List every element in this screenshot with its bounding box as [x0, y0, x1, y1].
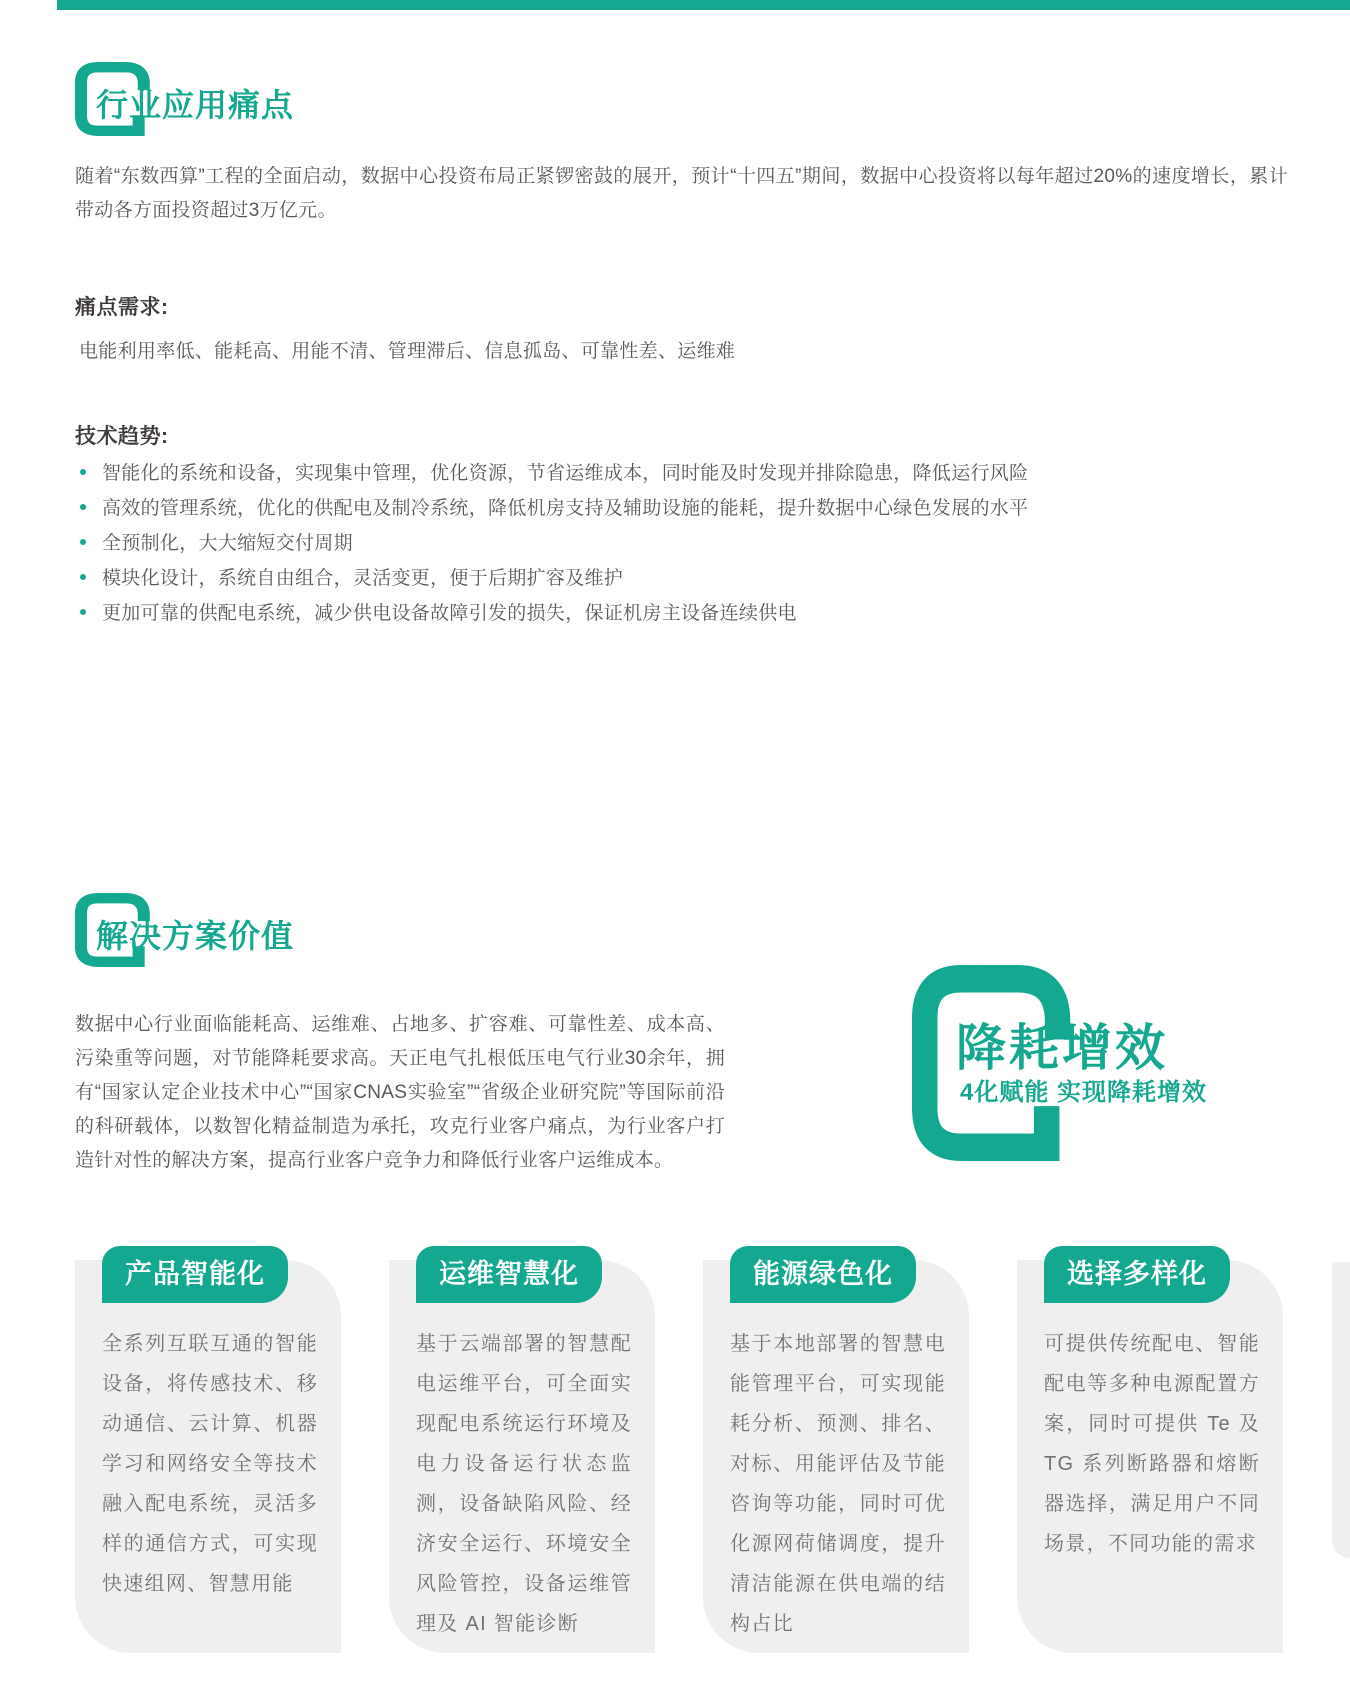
- solution-value-paragraph: 数据中心行业面临能耗高、运维难、占地多、扩容难、可靠性差、成本高、污染重等问题，对节能降耗要求高。天正电气扎根低压电气行业30余年，拥有“国家认定企业技术中心”“国家CNAS实验室”“省级企业研究院”等国际前沿的科研载体，以数智化精益制造为承托，攻克行业客户痛点，为行业客户打造针对性的解决方案，提高行业客户竞争力和降低行业客户运维成本。: [75, 1014, 725, 1171]
- feature-card-smart-operation: [389, 1260, 655, 1653]
- pain-intro-paragraph: 随着“东数西算”工程的全面启动，数据中心投资布局正紧锣密鼓的展开，预计“十四五”期间，数据中心投资将以每年超过20%的速度增长，累计带动各方面投资超过3万亿元。: [75, 166, 1288, 221]
- feature-slogan-subtitle: 4化赋能 实现降耗增效: [960, 1079, 1208, 1106]
- card-body-text: 基于本地部署的智慧电能管理平台，可实现能耗分析、预测、排名、对标、用能评估及节能咨询等功能，同时可优化源网荷储调度，提升清洁能源在供电端的结构占比: [730, 1333, 946, 1635]
- feature-card-product-intelligence: [75, 1260, 341, 1653]
- list-item: [78, 596, 1178, 631]
- list-item: [78, 526, 1178, 561]
- list-item: [78, 561, 1178, 596]
- card-body-text: 全系列互联互通的智能设备，将传感技术、移动通信、云计算、机器学习和网络安全等技术融入配电系统，灵活多样的通信方式，可实现快速组网、智慧用能: [102, 1333, 318, 1595]
- card-header-pill: 选择多样化: [1044, 1246, 1230, 1303]
- card-header-pill: 运维智慧化: [416, 1246, 602, 1303]
- section-title-pain-points: 行业应用痛点: [96, 87, 295, 123]
- feature-card-diverse-choice: [1017, 1260, 1283, 1653]
- bullet-dot-icon: [80, 504, 86, 510]
- trend-text: 模块化设计，系统自由组合，灵活变更，便于后期扩容及维护: [102, 568, 624, 589]
- top-accent-bar: [57, 0, 1350, 10]
- demand-heading: 痛点需求:: [75, 296, 169, 319]
- demand-text: 电能利用率低、能耗高、用能不清、管理滞后、信息孤岛、可靠性差、运维难: [79, 341, 736, 362]
- trends-heading: 技术趋势:: [75, 425, 169, 448]
- list-item: [78, 491, 1178, 526]
- trend-text: 高效的管理系统，优化的供配电及制冷系统，降低机房支持及辅助设施的能耗，提升数据中心绿色发展的水平: [102, 498, 1029, 519]
- partial-card-sliver: [1332, 1262, 1350, 1558]
- trends-list: [78, 456, 1178, 631]
- bullet-dot-icon: [80, 469, 86, 475]
- card-body-text: 基于云端部署的智慧配电运维平台，可全面实现配电系统运行环境及电力设备运行状态监测，设备缺陷风险、经济安全运行、环境安全风险管控，设备运维管理及 AI 智能诊断: [416, 1333, 632, 1635]
- trend-text: 全预制化，大大缩短交付周期: [102, 533, 353, 554]
- bullet-dot-icon: [80, 609, 86, 615]
- bullet-dot-icon: [80, 539, 86, 545]
- trend-text: 更加可靠的供配电系统，减少供电设备故障引发的损失，保证机房主设备连续供电: [102, 603, 797, 624]
- feature-slogan-title: 降耗增效: [956, 1020, 1168, 1076]
- card-header-pill: 能源绿色化: [730, 1246, 916, 1303]
- card-body-text: 可提供传统配电、智能配电等多种电源配置方案，同时可提供 Te 及 TG 系列断路器和熔断器选择，满足用户不同场景，不同功能的需求: [1044, 1333, 1260, 1555]
- trend-text: 智能化的系统和设备，实现集中管理，优化资源，节省运维成本，同时能及时发现并排除隐患，降低运行风险: [102, 463, 1029, 484]
- bullet-dot-icon: [80, 574, 86, 580]
- section-title-solution-value: 解决方案价值: [96, 918, 295, 954]
- list-item: [78, 456, 1178, 491]
- card-header-pill: 产品智能化: [102, 1246, 288, 1303]
- feature-card-green-energy: [703, 1260, 969, 1653]
